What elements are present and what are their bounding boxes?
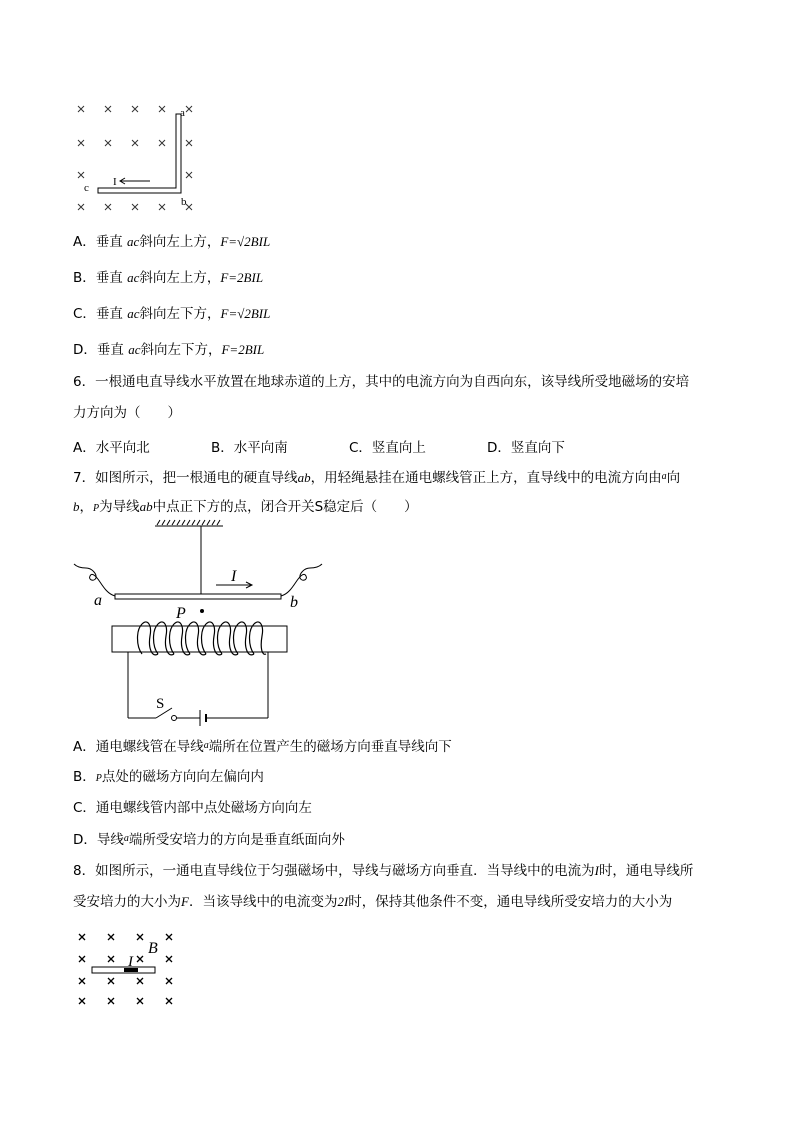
q7-option-b: B．P点处的磁场方向向左偏向内 <box>73 769 264 785</box>
q8-stem-line1: 8．如图所示，一通电直导线位于匀强磁场中，导线与磁场方向垂直．当导线中的电流为I时，通电导线所 <box>73 863 694 879</box>
q5-option-b: B．垂直 ac斜向左上方，F=2BIL <box>73 270 264 286</box>
q6-option-c: C．竖直向上 <box>349 440 426 456</box>
label-b: b <box>181 196 187 208</box>
label-B: B <box>148 940 158 957</box>
q7-option-a: A．通电螺线管在导线$^a$端所在位置产生的磁场方向垂直导线向下 <box>73 739 452 755</box>
label-S: S <box>156 696 165 712</box>
q7-option-d: D．导线$^a$端所受安培力的方向是垂直纸面向外 <box>73 832 345 848</box>
q5-option-a: A．垂直 ac斜向左上方，F=√2BIL <box>73 234 271 250</box>
q7-stem-line2: b，P为导线ab中点正下方的点，闭合开关S稳定后（ ） <box>73 499 418 515</box>
lead-right <box>281 564 322 596</box>
q7-option-c: C．通电螺线管内部中点处磁场方向向左 <box>73 800 312 816</box>
label-b: b <box>290 594 298 611</box>
ceiling <box>155 520 223 526</box>
q6-stem-line2: 力方向为（ ） <box>73 405 181 421</box>
label-c: c <box>84 182 89 194</box>
label-a: a <box>94 592 102 609</box>
label-I: I <box>128 954 133 970</box>
label-P: P <box>176 605 186 622</box>
label-I: I <box>231 568 237 585</box>
q5-option-d: D．垂直 ac斜向左下方，F=2BIL <box>73 342 265 358</box>
straight-wire <box>92 967 155 973</box>
current-arrow <box>120 178 150 184</box>
q8-stem-line2: 受安培力的大小为F．当该导线中的电流变为2I时，保持其他条件不变，通电导线所受安培力的大小为 <box>73 894 673 910</box>
label-a: a <box>180 107 185 119</box>
q6-option-b: B．水平向南 <box>211 440 288 456</box>
magnetic-field-crosses <box>78 106 192 210</box>
q5-option-c: C．垂直 ac斜向左下方，F=√2BIL <box>73 306 271 322</box>
point-P <box>200 609 204 613</box>
q7-stem-line1: 7．如图所示，把一根通电的硬直导线ab，用轻绳悬挂在通电螺线管正上方，直导线中的电流方向由$^a$向 <box>73 470 681 486</box>
circuit <box>128 652 268 726</box>
wire-ab <box>115 594 281 599</box>
q6-option-d: D．竖直向下 <box>487 440 565 456</box>
q7-figure <box>68 518 338 726</box>
q5-figure <box>70 98 210 218</box>
q6-stem-line1: 6．一根通电直导线水平放置在地球赤道的上方，其中的电流方向为自西向东，该导线所受地磁场的安培 <box>73 374 690 390</box>
q8-figure <box>70 928 190 1013</box>
q6-option-a: A．水平向北 <box>73 440 150 456</box>
label-I: I <box>113 176 117 188</box>
